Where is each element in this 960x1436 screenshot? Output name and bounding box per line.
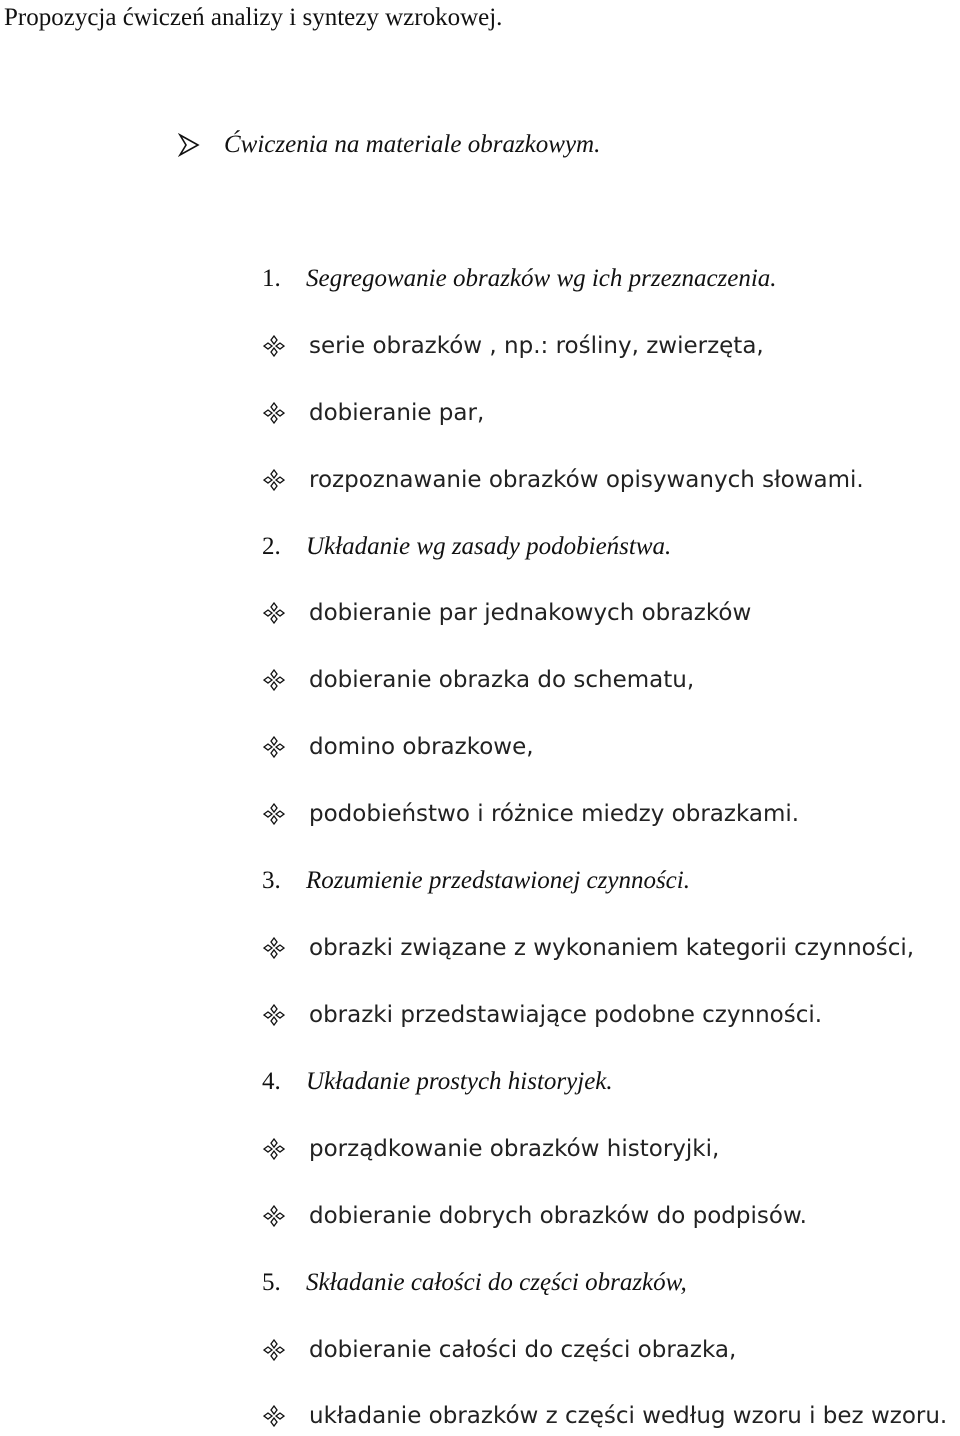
diamond-bullet-icon <box>263 1338 285 1360</box>
list-item-text: domino obrazkowe, <box>309 734 534 760</box>
list-item-text: rozpoznawanie obrazków opisywanych słowami. <box>309 467 864 493</box>
list-item-text: dobieranie par, <box>309 400 485 426</box>
numbered-heading-text: Układanie prostych historyjek. <box>306 1068 613 1095</box>
item-number: 5. <box>262 1269 281 1296</box>
numbered-heading-text: Układanie wg zasady podobieństwa. <box>306 533 672 560</box>
arrow-bullet-icon <box>178 129 200 161</box>
list-item-text: serie obrazków , np.: rośliny, zwierzęta, <box>309 333 764 359</box>
item-number: 3. <box>262 867 281 894</box>
list-item-text: dobieranie całości do części obrazka, <box>309 1337 737 1363</box>
numbered-heading-text: Rozumienie przedstawionej czynności. <box>306 867 690 894</box>
list-item-text: dobieranie par jednakowych obrazków <box>309 600 752 626</box>
diamond-bullet-icon <box>263 1003 285 1025</box>
list-item-text: dobieranie dobrych obrazków do podpisów. <box>309 1203 807 1229</box>
diamond-bullet-icon <box>263 802 285 824</box>
diamond-bullet-icon <box>263 936 285 958</box>
list-item-text: porządkowanie obrazków historyjki, <box>309 1136 720 1162</box>
item-number: 1. <box>262 265 281 292</box>
list-item-text: podobieństwo i różnice miedzy obrazkami. <box>309 801 800 827</box>
section-heading-text: Ćwiczenia na materiale obrazkowym. <box>224 131 601 158</box>
document-title: Propozycja ćwiczeń analizy i syntezy wzrokowej. <box>4 4 503 31</box>
diamond-bullet-icon <box>263 1137 285 1159</box>
list-item-text: obrazki przedstawiające podobne czynności. <box>309 1002 823 1028</box>
diamond-bullet-icon <box>263 1404 285 1426</box>
diamond-bullet-icon <box>263 468 285 490</box>
numbered-heading-text: Segregowanie obrazków wg ich przeznaczenia. <box>306 265 777 292</box>
diamond-bullet-icon <box>263 601 285 623</box>
numbered-heading-text: Składanie całości do części obrazków, <box>306 1269 687 1296</box>
list-item-text: dobieranie obrazka do schematu, <box>309 667 695 693</box>
item-number: 4. <box>262 1068 281 1095</box>
diamond-bullet-icon <box>263 668 285 690</box>
diamond-bullet-icon <box>263 735 285 757</box>
item-number: 2. <box>262 533 281 560</box>
list-item-text: obrazki związane z wykonaniem kategorii czynności, <box>309 935 915 961</box>
list-item-text: układanie obrazków z części według wzoru i bez wzoru. <box>309 1403 948 1429</box>
diamond-bullet-icon <box>263 401 285 423</box>
diamond-bullet-icon <box>263 1204 285 1226</box>
diamond-bullet-icon <box>263 334 285 356</box>
